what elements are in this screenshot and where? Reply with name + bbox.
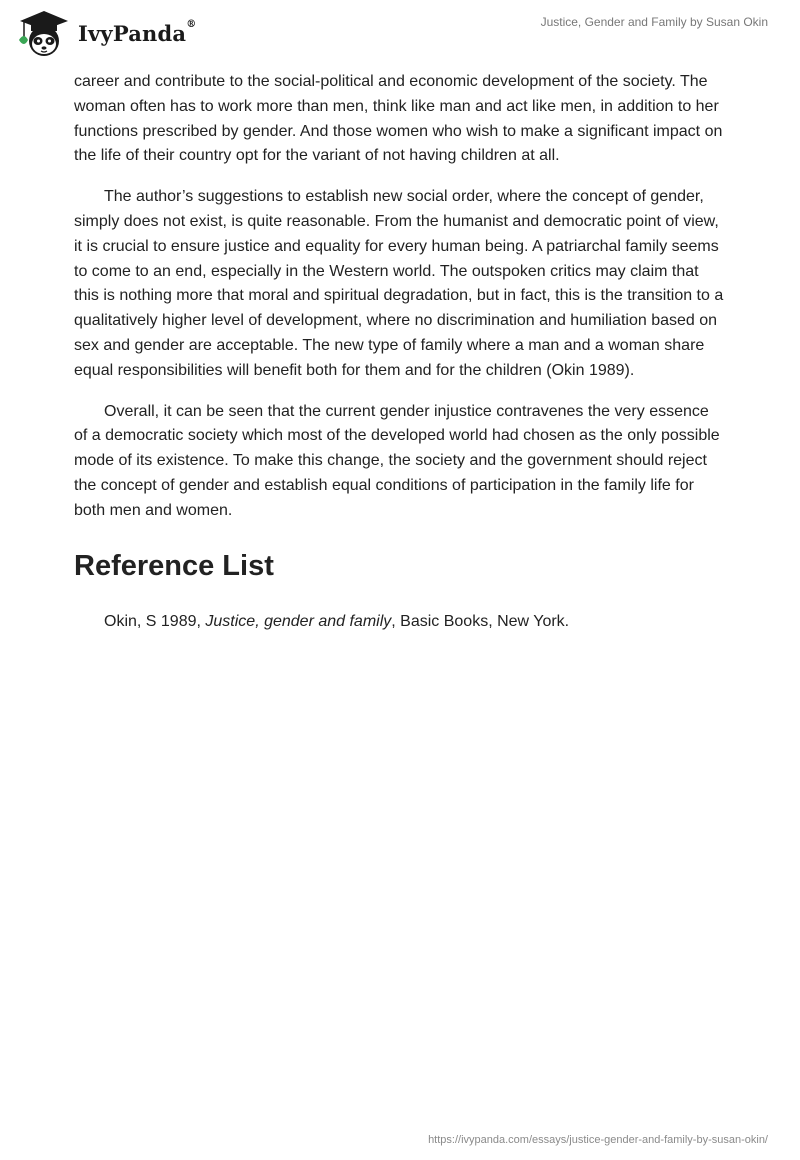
reference-author-year: Okin, S 1989,: [104, 612, 206, 630]
reference-publisher: , Basic Books, New York.: [391, 612, 570, 630]
reference-list-heading: Reference List: [74, 549, 274, 582]
paragraph-2: The author’s suggestions to establish new social order, where the concept of gender, simply does not exist, is quite reasonable. From the humanist and democratic point of view, it is crucial to ensure justice and equality for every human being. A patriarchal family seems to come to an end, especially in the Western world. The outspoken critics may claim that this is nothing more that moral and spiritual degradation, but in fact, this is the transition to a qualitatively higher level of development, where no discrimination and humiliation based on sex and gender are acceptable. The new type of family where a man and a woman share equal responsibilities will benefit both for them and for the children (Okin 1989).: [74, 188, 724, 379]
page-header: [0, 0, 800, 70]
document-title: Justice, Gender and Family by Susan Okin: [540, 15, 768, 29]
brand-name: IvyPanda®: [78, 18, 197, 46]
panda-graduation-cap-icon: [14, 8, 72, 58]
registered-mark: ®: [186, 18, 197, 30]
essay-body: [74, 70, 724, 634]
paragraph-1: career and contribute to the social-political and economic development of the society. The woman often has to work more than men, think like man and act like men, in addition to her functions prescribed by gender. And those women who wish to make a significant impact on the life of their country opt for the variant of not having children at all.: [74, 73, 723, 165]
ivypanda-logo[interactable]: [14, 8, 196, 58]
paragraph-3: Overall, it can be seen that the current gender injustice contravenes the very essence of a democratic society which most of the developed world had chosen as the only possible mode of its existence. To make this change, the society and the government should reject the concept of gender and establish equal conditions of participation in the family life for both men and women.: [74, 402, 720, 519]
source-url[interactable]: https://ivypanda.com/essays/justice-gender-and-family-by-susan-okin/: [428, 1134, 768, 1146]
reference-title: Justice, gender and family: [205, 612, 392, 630]
reference-entry: [74, 610, 724, 634]
